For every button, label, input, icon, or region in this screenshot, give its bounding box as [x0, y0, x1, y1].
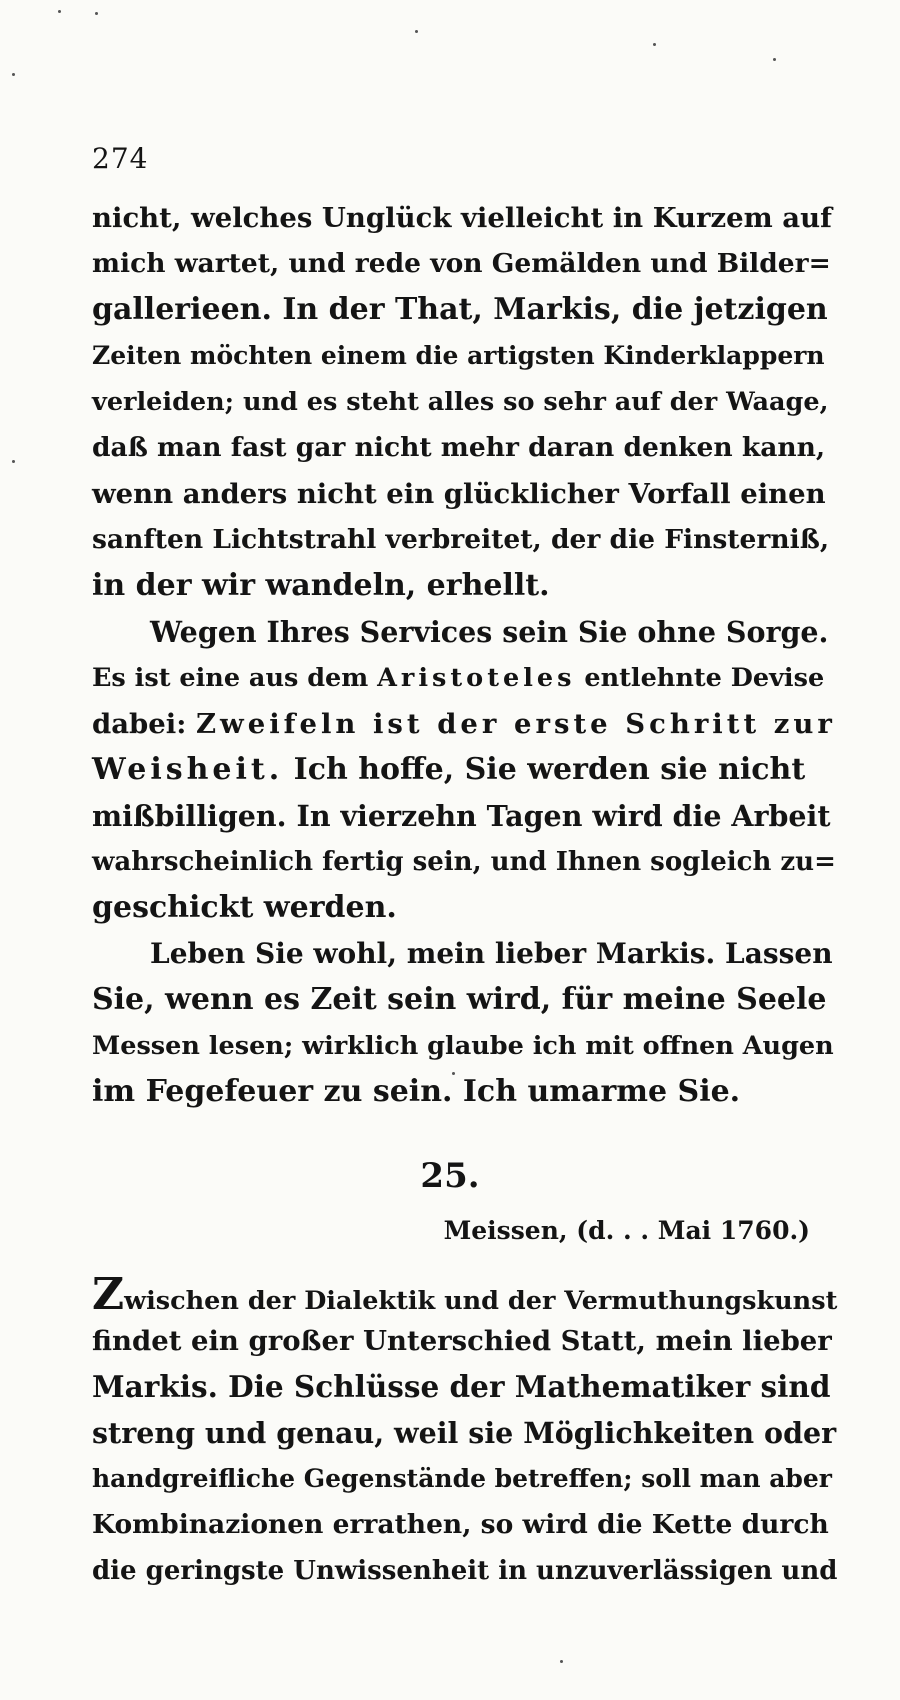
spaced-text: Weisheit. [92, 752, 284, 787]
text-run: Es ist eine aus dem [92, 663, 378, 693]
text-line: verleiden; und es steht alles so sehr auf der Waage, [92, 387, 829, 417]
dateline: Meissen, (d. . . Mai 1760.) [443, 1216, 810, 1245]
text-line: geschickt werden. [92, 890, 397, 925]
page-number: 274 [92, 142, 149, 175]
text-line: handgreifliche Gegenstände betreffen; soll man aber [92, 1464, 832, 1493]
text-line: die geringste Unwissenheit in unzuverlässigen und [92, 1556, 838, 1586]
text-line: Zeiten möchten einem die artigsten Kinderklappern [92, 341, 825, 370]
letter-body [92, 1269, 838, 1594]
text-line: in der wir wandeln, erhellt. [92, 568, 550, 603]
spaced-text: Zweifeln ist der erste Schritt zur [195, 708, 836, 740]
text-line: Sie, wenn es Zeit sein wird, für meine Seele [92, 982, 827, 1017]
scan-speck [12, 73, 15, 76]
text-line [92, 701, 837, 747]
scan-speck [415, 30, 418, 33]
text-line: wenn anders nicht ein glücklicher Vorfall einen [92, 478, 826, 510]
text-run: Ich hoffe, Sie werden sie nicht [283, 752, 806, 787]
scan-speck [95, 12, 98, 15]
text-line: Leben Sie wohl, mein lieber Markis. Lassen [150, 937, 833, 970]
text-line: wahrscheinlich fertig sein, und Ihnen sogleich zu= [92, 847, 836, 877]
letter-body-continued [92, 195, 837, 1115]
text-line: nicht, welches Unglück vielleicht in Kurzem auf [92, 202, 832, 234]
text-line: Wegen Ihres Services sein Sie ohne Sorge. [150, 615, 829, 649]
text-line: gallerieen. In der That, Markis, die jetzigen [92, 292, 828, 327]
text-run: dabei: [92, 708, 196, 740]
scan-speck [12, 460, 15, 463]
text-line: Markis. Die Schlüsse der Mathematiker sind [92, 1369, 831, 1404]
scan-speck [773, 58, 776, 61]
spaced-text: Aristoteles [377, 663, 576, 693]
letter-number: 25. [420, 1156, 480, 1196]
text-line: daß man fast gar nicht mehr daran denken kann, [92, 432, 826, 463]
text-line: mißbilligen. In vierzehn Tagen wird die Arbeit [92, 799, 831, 833]
scan-speck [58, 10, 61, 13]
text-line [92, 747, 837, 793]
text-run: wischen der Dialektik und der Vermuthungskunst [124, 1286, 838, 1316]
text-line: sanften Lichtstrahl verbreitet, der die Finsterniß, [92, 524, 830, 555]
text-line [92, 655, 837, 701]
text-line: Kombinazionen errathen, so wird die Kette durch [92, 1509, 829, 1540]
text-line: findet ein großer Unterschied Statt, mein lieber [92, 1325, 832, 1357]
text-line: mich wartet, und rede von Gemälden und Bilder= [92, 248, 831, 279]
initial-letter: Z [92, 1269, 125, 1320]
scan-speck [653, 43, 656, 46]
text-line: im Fegefeuer zu sein. Ich umarme Sie. [92, 1074, 741, 1109]
text-line: Messen lesen; wirklich glaube ich mit offnen Augen [92, 1031, 834, 1061]
scan-speck [560, 1660, 563, 1663]
text-line [92, 1269, 838, 1320]
text-line: streng und genau, weil sie Möglichkeiten oder [92, 1416, 837, 1450]
text-run: entlehnte Devise [575, 663, 825, 693]
